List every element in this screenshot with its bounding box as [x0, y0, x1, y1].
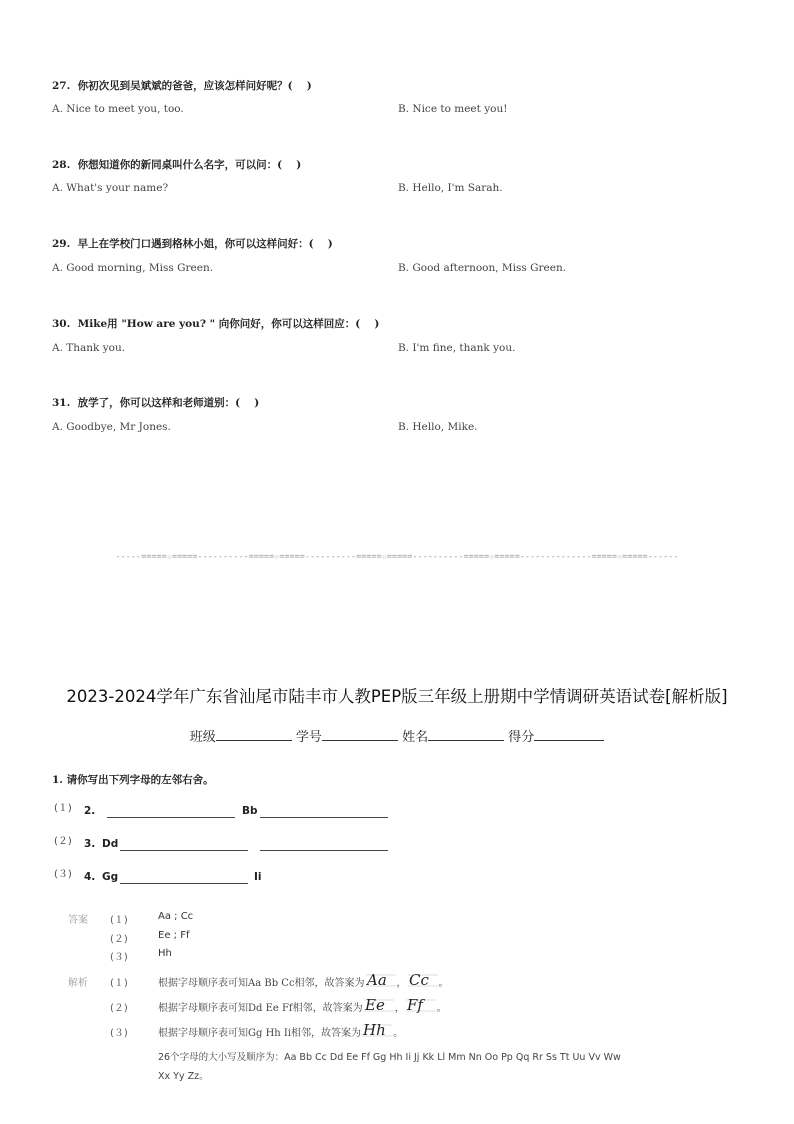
svg-text:Hh: Hh [363, 1021, 386, 1039]
option-b[interactable]: B. Hello, Mike. [398, 421, 478, 433]
analysis-line-2 [110, 995, 447, 1017]
option-a[interactable]: A. Goodbye, Mr Jones. [52, 421, 171, 433]
analysis-text: 根据字母顺序表可知Aa Bb Cc相邻，故答案为 [158, 977, 365, 989]
svg-text:Ee: Ee [364, 996, 385, 1014]
answer-number: (１) [110, 915, 128, 926]
analysis-text: 根据字母顺序表可知Gg Hh Ii相邻，故答案为 [158, 1027, 362, 1039]
answer-number: (３) [110, 952, 128, 963]
answer-tag: 答案 [68, 915, 88, 926]
given-letter: Dd [102, 838, 119, 850]
handwriting-letters [362, 1021, 392, 1041]
analysis-tag: 解析 [68, 978, 88, 989]
question-number: 27. [52, 80, 71, 92]
class-blank[interactable] [216, 728, 292, 741]
student-info-row [0, 726, 794, 745]
alphabet-summary-line-1: 26个字母的大小写及顺序为：Aa Bb Cc Dd Ee Ff Gg Hh Ii Jj Kk Ll Mm Nn Oo Pp Qq Rr Ss Tt Uu Vv Ww [158, 1052, 621, 1063]
student-id-label: 学号 [295, 730, 322, 745]
option-a[interactable]: A. Nice to meet you, too. [52, 103, 184, 115]
question-prompt: 早上在学校门口遇到格林小姐，你可以这样问好：( ) [77, 238, 333, 250]
analysis-end: 。 [436, 1002, 447, 1014]
option-b[interactable]: B. Nice to meet you! [398, 103, 508, 115]
handwriting-letters [408, 971, 438, 991]
document-title: 2023-2024学年广东省汕尾市陆丰市人教PEP版三年级上册期中学情调研英语试卷[解析版] [66, 687, 728, 706]
option-b[interactable]: B. I'm fine, thank you. [398, 342, 516, 354]
sub-number: (２) [54, 836, 72, 847]
name-blank[interactable] [428, 728, 504, 741]
option-b[interactable]: B. Hello, I'm Sarah. [398, 182, 503, 194]
question-number: 28. [52, 159, 71, 171]
svg-text:Aa: Aa [366, 971, 387, 989]
analysis-number: (３) [110, 1027, 128, 1039]
analysis-number: (１) [110, 977, 128, 989]
sub-number: (３) [54, 869, 72, 880]
question-prompt: 你初次见到吴斌斌的爸爸，应该怎样问好呢？( ) [77, 80, 312, 92]
given-letter: Bb [242, 805, 258, 817]
class-label: 班级 [189, 730, 216, 745]
answer-number: (２) [110, 934, 128, 945]
answer-value: Ee ; Ff [158, 930, 190, 941]
answer-blank-left[interactable] [107, 817, 235, 818]
question-prompt: Mike用 "How are you? " 向你问好，你可以这样回应：( ) [77, 318, 380, 330]
analysis-line-1 [110, 970, 449, 992]
score-label: 得分 [508, 730, 535, 745]
question-prompt: 你想知道你的新同桌叫什么名字，可以问：( ) [77, 159, 302, 171]
student-id-blank[interactable] [322, 728, 398, 741]
option-a[interactable]: A. Good morning, Miss Green. [52, 262, 214, 274]
given-letter: Ii [254, 871, 262, 883]
answer-value: Hh [158, 948, 172, 959]
analysis-end: 。 [393, 1027, 404, 1039]
analysis-line-3 [110, 1020, 403, 1042]
score-blank[interactable] [534, 728, 604, 741]
given-letter: Gg [102, 871, 119, 883]
handwriting-letters [366, 971, 396, 991]
sub-number: (１) [54, 803, 72, 814]
option-a[interactable]: A. What's your name? [52, 182, 169, 194]
handwriting-letters [406, 996, 436, 1016]
answer-blank-right[interactable] [260, 850, 388, 851]
question-number: 29. [52, 238, 71, 250]
analysis-text: 根据字母顺序表可知Dd Ee Ff相邻，故答案为 [158, 1002, 363, 1014]
svg-text:Cc: Cc [408, 971, 429, 989]
item-number: 2. [84, 805, 96, 817]
svg-text:Ff: Ff [406, 996, 423, 1014]
handwriting-letters [364, 996, 394, 1016]
alphabet-summary-line-2: Xx Yy Zz。 [158, 1071, 209, 1082]
item-number: 4. [84, 871, 96, 883]
question-prompt: 放学了，你可以这样和老师道别：( ) [77, 397, 260, 409]
name-label: 姓名 [402, 730, 429, 745]
option-b[interactable]: B. Good afternoon, Miss Green. [398, 262, 567, 274]
item-number: 3. [84, 838, 96, 850]
analysis-separator: ， [394, 1002, 405, 1014]
analysis-separator: ， [396, 977, 407, 989]
answer-blank-right[interactable] [260, 817, 388, 818]
answer-blank-middle[interactable] [120, 883, 248, 884]
answer-value: Aa ; Cc [158, 911, 194, 922]
section-1-instruction: 1. 请你写出下列字母的左邻右舍。 [52, 774, 214, 786]
answer-blank-left[interactable] [120, 850, 248, 851]
section-divider: -----=====☆=====----------=====☆=====----------=====☆=====----------=====☆=====--------------=====☆=====------ [115, 552, 679, 562]
analysis-number: (２) [110, 1002, 128, 1014]
question-number: 30. [52, 318, 71, 330]
analysis-end: 。 [438, 977, 449, 989]
option-a[interactable]: A. Thank you. [52, 342, 126, 354]
question-number: 31. [52, 397, 71, 409]
